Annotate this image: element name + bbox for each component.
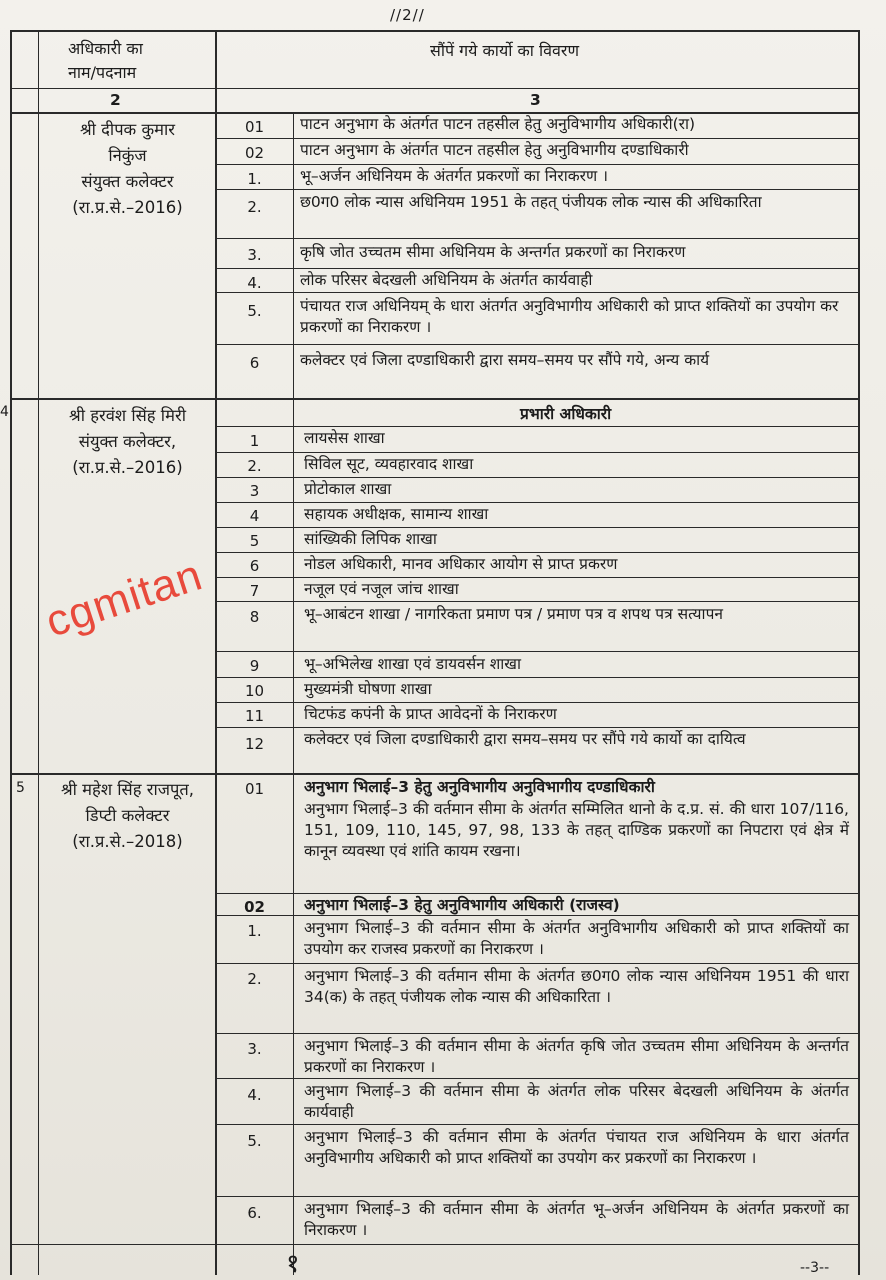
officer-1-name: श्री दीपक कुमार xyxy=(79,120,176,139)
col2-index: 2 xyxy=(110,91,121,109)
row-number: 5 xyxy=(16,780,25,796)
task-text: अनुभाग भिलाई–3 की वर्तमान सीमा के अंतर्गत छ0ग0 लोक न्यास अधिनियम 1951 की धारा 34(क) के तहत् पंजीयक लोक न्यास की अधिकारिता । xyxy=(304,967,849,1006)
row-line xyxy=(216,651,858,652)
row-line xyxy=(216,238,858,239)
col-left-border xyxy=(10,30,12,1275)
task-text: सांख्यिकी लिपिक शाखा xyxy=(304,530,437,548)
task-text: अनुभाग भिलाई–3 की वर्तमान सीमा के अंतर्गत पंचायत राज अधिनियम के धारा अंतर्गत अनुविभागीय अधिकारी को प्राप्त शक्तियों का उपयोग कर प्रकरणों का निराकरण । xyxy=(304,1128,849,1167)
row-line xyxy=(216,1196,858,1197)
task-text: अनुभाग भिलाई–3 हेतु अनुविभागीय अनुविभागीय दण्डाधिकारी xyxy=(304,778,655,796)
task-number: 4. xyxy=(247,1086,262,1104)
row-line xyxy=(216,189,858,190)
task-number: 6 xyxy=(249,557,260,575)
row-line xyxy=(216,963,858,964)
row-marker: 4 xyxy=(0,404,9,420)
row-line xyxy=(216,702,858,703)
task-text: कलेक्टर एवं जिला दण्डाधिकारी द्वारा समय–समय पर सौंपे गये कार्यो का दायित्व xyxy=(304,730,746,748)
task-number: 9 xyxy=(249,657,260,675)
task-text: भू–आबंटन शाखा / नागरिकता प्रमाण पत्र / प्रमाण पत्र व शपथ पत्र सत्यापन xyxy=(304,605,723,623)
task-number: 4. xyxy=(247,274,262,292)
task-text: अनुभाग भिलाई–3 हेतु अनुविभागीय अधिकारी (राजस्व) xyxy=(304,896,620,914)
row-line xyxy=(216,502,858,503)
officer-1-designation: संयुक्त कलेक्टर xyxy=(81,172,174,191)
row-line xyxy=(216,477,858,478)
task-number: 12 xyxy=(244,735,265,753)
table-top-border xyxy=(10,30,860,32)
task-text: चिटफंड कपंनी के प्राप्त आवेदनों के निराकरण xyxy=(304,705,557,723)
task-text: भू–अभिलेख शाखा एवं डायवर्सन शाखा xyxy=(304,655,521,673)
footer-sign: १ xyxy=(286,1249,300,1279)
row-line xyxy=(216,452,858,453)
col3-index: 3 xyxy=(530,91,541,109)
officer-divider xyxy=(10,773,860,775)
row-line xyxy=(216,344,858,345)
task-number: 3 xyxy=(249,482,260,500)
task-number: 7 xyxy=(249,582,260,600)
task-number: 6 xyxy=(249,354,260,372)
officer-2-designation: संयुक्त कलेक्टर, xyxy=(78,432,177,451)
task-text: छ0ग0 लोक न्यास अधिनियम 1951 के तहत् पंजीयक लोक न्यास की अधिकारिता xyxy=(300,193,762,211)
col2-title-line1: अधिकारी का xyxy=(68,39,143,58)
officer-3-name: श्री महेश सिंह राजपूत, xyxy=(60,780,194,799)
task-number: 3. xyxy=(247,246,262,264)
table-right-border xyxy=(858,30,860,1275)
watermark: cgmitan xyxy=(40,550,209,647)
task-number: 5. xyxy=(247,1132,262,1150)
page-number: //2// xyxy=(390,6,425,24)
header-divider xyxy=(10,88,860,89)
row-line xyxy=(216,527,858,528)
task-number: 02 xyxy=(244,898,265,916)
task-text: लोक परिसर बेदखली अधिनियम के अंतर्गत कार्यवाही xyxy=(300,271,593,289)
task-text: कलेक्टर एवं जिला दण्डाधिकारी द्वारा समय–समय पर सौंपे गये, अन्य कार्य xyxy=(300,351,710,369)
task-text: प्रोटोकाल शाखा xyxy=(304,480,392,498)
row-line xyxy=(216,893,858,894)
task-text: पाटन अनुभाग के अंतर्गत पाटन तहसील हेतु अनुविभागीय दण्डाधिकारी xyxy=(300,141,689,159)
task-text: सिविल सूट, व्यवहारवाद शाखा xyxy=(304,455,474,473)
task-number: 5 xyxy=(249,532,260,550)
task-text: अनुभाग भिलाई–3 की वर्तमान सीमा के अंतर्गत सम्मिलित थानो के द.प्र. सं. की धारा 107/116, 151, 109, 110, 145, 97, 98, 133 के तहत् दाण्डिक प्रकरणों का निपटारा एवं क्षेत्र में कानून व्यवस्था एवं शांति कायम रखना। xyxy=(304,800,849,860)
officer-2-service: (रा.प्र.से.–2016) xyxy=(72,458,183,477)
task-text: अनुभाग भिलाई–3 की वर्तमान सीमा के अंतर्गत कृषि जोत उच्चतम सीमा अधिनियम के अन्तर्गत प्रकरणों का निराकरण । xyxy=(304,1037,849,1076)
row-line xyxy=(216,138,858,139)
task-text: पंचायत राज अधिनियम् के धारा अंतर्गत अनुविभागीय अधिकारी को प्राप्त शक्तियों का उपयोग कर प्रकरणों का निराकरण । xyxy=(300,297,839,336)
officer-3-designation: डिप्टी कलेक्टर xyxy=(85,806,170,825)
row-line xyxy=(216,727,858,728)
task-number: 2. xyxy=(247,198,262,216)
task-number: 1 xyxy=(249,432,260,450)
task-number: 4 xyxy=(249,507,260,525)
task-number: 8 xyxy=(249,608,260,626)
task-number: 2. xyxy=(247,970,262,988)
officer-1-service: (रा.प्र.से.–2016) xyxy=(72,198,183,217)
row-line xyxy=(216,426,858,427)
task-text: कृषि जोत उच्चतम सीमा अधिनियम के अन्तर्गत प्रकरणों का निराकरण xyxy=(300,243,686,261)
officer-2-name: श्री हरवंश सिंह मिरी xyxy=(69,406,186,425)
task-text: लायसेस शाखा xyxy=(304,429,385,447)
officer-3-service: (रा.प्र.से.–2018) xyxy=(72,832,183,851)
col-num-border xyxy=(293,112,294,1275)
col3-title: सौंपें गये कार्यो का विवरण xyxy=(430,41,580,60)
table-bottom-border xyxy=(10,1244,860,1245)
section-title: प्रभारी अधिकारी xyxy=(520,405,612,423)
task-number: 1. xyxy=(247,170,262,188)
row-line xyxy=(216,1078,858,1079)
next-page-mark: --3-- xyxy=(800,1260,830,1276)
task-number: 2. xyxy=(247,457,262,475)
task-text: नजूल एवं नजूल जांच शाखा xyxy=(304,580,459,598)
task-text: अनुभाग भिलाई–3 की वर्तमान सीमा के अंतर्गत लोक परिसर बेदखली अधिनियम के अंतर्गत कार्यवाही xyxy=(304,1082,849,1121)
task-number: 6. xyxy=(247,1204,262,1222)
col-name-border xyxy=(38,30,39,1275)
task-text: अनुभाग भिलाई–3 की वर्तमान सीमा के अंतर्गत अनुविभागीय अधिकारी को प्राप्त शक्तियों का उपयोग कर राजस्व प्रकरणों का निराकरण । xyxy=(304,919,849,958)
row-line xyxy=(216,292,858,293)
officer-divider xyxy=(10,398,860,400)
officer-1-name-2: निकुंज xyxy=(108,146,147,165)
row-line xyxy=(216,164,858,165)
task-number: 02 xyxy=(244,144,265,162)
row-line xyxy=(216,1124,858,1125)
row-line xyxy=(216,601,858,602)
task-text: पाटन अनुभाग के अंतर्गत पाटन तहसील हेतु अनुविभागीय अधिकारी(रा) xyxy=(300,115,696,133)
task-text: नोडल अधिकारी, मानव अधिकार आयोग से प्राप्त प्रकरण xyxy=(304,555,618,573)
task-text: सहायक अधीक्षक, सामान्य शाखा xyxy=(304,505,489,523)
task-number: 10 xyxy=(244,682,265,700)
task-number: 01 xyxy=(244,780,265,798)
row-line xyxy=(216,577,858,578)
task-number: 1. xyxy=(247,922,262,940)
task-text: अनुभाग भिलाई–3 की वर्तमान सीमा के अंतर्गत भू–अर्जन अधिनियम के अंतर्गत प्रकरणों का निराकरण । xyxy=(304,1200,849,1239)
task-text: मुख्यमंत्री घोषणा शाखा xyxy=(304,680,432,698)
row-line xyxy=(216,1033,858,1034)
task-number: 3. xyxy=(247,1040,262,1058)
task-text: भू–अर्जन अधिनियम के अंतर्गत प्रकरणों का निराकरण । xyxy=(300,167,608,185)
col2-title-line2: नाम/पदनाम xyxy=(68,63,137,82)
row-line xyxy=(216,552,858,553)
row-line xyxy=(216,677,858,678)
task-number: 11 xyxy=(244,707,265,725)
task-number: 5. xyxy=(247,302,262,320)
task-number: 01 xyxy=(244,118,265,136)
row-line xyxy=(216,268,858,269)
